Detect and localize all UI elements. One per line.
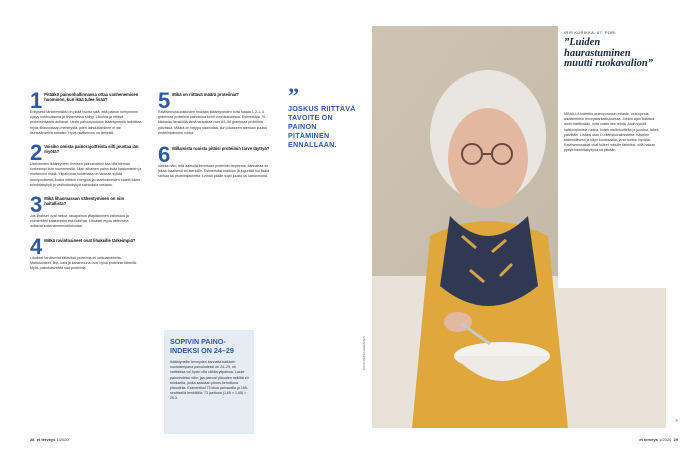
quote-mark-icon: ” xyxy=(288,83,299,108)
issue-left: 1/2020 xyxy=(56,437,69,442)
footer-right xyxy=(639,437,678,442)
magazine-name-left: et terveys xyxy=(36,437,56,442)
section-number: 3 xyxy=(30,192,43,218)
section-title: Millaisista ruoista pitäisi proteiinin tarve täyttyä? xyxy=(172,146,270,152)
section-5 xyxy=(158,88,274,136)
info-box-title: SOPIVIN PAINO-INDEKSI ON 24–29 xyxy=(170,337,234,355)
section-number: 5 xyxy=(158,88,171,113)
section-title: Pitääkö painonhallinnassa ottaa vanhenemisen huomioon, kun ikää tulee lisää? xyxy=(44,92,139,103)
page-number-left: 28 xyxy=(30,437,35,442)
page-number-right: 29 xyxy=(673,437,678,442)
issue-right: 1/2020 xyxy=(659,437,672,442)
testimonial-panel xyxy=(558,26,666,288)
section-body: Lihakset tarvitsevat riittävästi proteiinia eli valkuaisaineita. Maitotuotteet, liha, kala ja kananmuna ovat hyviä proteiinin lähteitä. Myös palkokasveista saa proteiinia. xyxy=(30,255,137,271)
testimonial-person: IRIS KURIKKA, 67, PORI xyxy=(564,30,616,35)
section-2 xyxy=(30,140,142,188)
section-number: 1 xyxy=(30,88,43,113)
section-number: 6 xyxy=(158,142,171,168)
section-3 xyxy=(30,192,142,230)
section-body: Ravitsemussuositusten mukaan ikääntyneiden tulisi saada 1,2–1,4 grammaa proteiinia painokiloa kohti vuorokaudessa. Esimerkiksi 70-kiloisella henkilöllä tämä tarkoittaa noin 84–98 grammaa proteiinia päivässä. Määrä on helppo saavuttaa, kun jokaiseen ateriaan kuuluu proteiinipitoinen ruoka. xyxy=(158,110,268,135)
column-middle xyxy=(158,88,274,180)
testimonial-quote: ”Luiden haurastuminen muutti ruokavalion” xyxy=(564,37,653,69)
next-page-arrow-icon: » xyxy=(675,418,678,424)
section-4 xyxy=(30,233,142,272)
section-6 xyxy=(158,142,274,180)
testimonial-body: MINULLA todettiin osteoporoosin esiaste, osteopenia, aikaisemmin terveystarkastuksessa. Jonkin ajan kuluttua aloin miettimään, mitä voisin itse tehdä. Aloin syödä kalsiumpitoisia ruokia, kuten maitotuotteita ja juustoa, lähes päivittäin. Lisäksi otan D-vitamiinivalmistetta. Kävelen säännöllisesti ja käyn kuntosalilla, ja se tuntuu hyvältä. Ravitsemusasiat ovat tulleet minulle tärkeiksi, sillä haluan pysyä toimintakykyisenä pitkään. xyxy=(564,112,659,153)
footer-left xyxy=(30,437,69,442)
info-box xyxy=(164,330,254,434)
magazine-name-right: et terveys xyxy=(639,437,658,442)
section-title: Mikä on riittävä määrä proteiinia? xyxy=(172,92,239,97)
pull-quote: JOSKUS RIITTÄVÄ TAVOITE ON PAINON PITÄMINEN ENNALLAAN. xyxy=(288,104,356,149)
section-body: Jos lihakset ovat heikot, tasapainon ylläpitäminen vaikeutuu ja esimerkiksi kaatumisen riski kasvaa. Lihakset myös aktiivisina auttavat sokeriaineenvaihduntaa. xyxy=(30,214,129,229)
section-body: Erityisesti tärkeimmäksi on pitää huolta siitä, että painon kertyminen pysyy kohtuullisena ja lihasmassa säilyy. Liikunta ja riittävä proteiininsaanti auttavat. Usein painonpudotus ikääntyneellä tarkoittaa myös lihasmassan menetystä, joten laihduttaminen ei ole itsestäänselvä ratkaisu. Hyvä ravitsemus on tärkeää. xyxy=(30,110,142,135)
info-box-body: Ikääntyneille terveyden kannalta kaikkein suotuisimpana painoindeksi on 24–29, eli varttaissa voi hyvin olla vähän ylipainoa. Laske painoindeksi näin: jaa painosi pituuden neliöllä eli tuloksella, jonka saadaan pituus kerrottuna pituudella. Esimerkiksi 73 kiloa painavalla ja 165-senttisellä henkilöllä: 73 jaettuna (1,65 × 1,65) = 26,3. xyxy=(170,360,249,401)
photo-credit: KUVA PEKKA KERÄNEN xyxy=(362,336,366,370)
section-title: Mikä lihasmassan vähentyminen on niin haitallista? xyxy=(44,196,125,207)
section-body: Vaikka näin, että aamulla kerrotaan proteiinin tarpeesta, kannattaa se jakaa tasaisesti eri aterioille. Esimerkiksi maitoon ja jugurttiin voi lisätä rahkaa tai proteiinijauhetta. Leivän päälle sopii juusto tai kananmuna. xyxy=(158,164,270,179)
section-title: Mitkä ravintoaineet ovat lihaksille tärkeimpiä? xyxy=(44,237,136,243)
section-1 xyxy=(30,88,142,136)
section-number: 2 xyxy=(30,140,43,166)
section-body: Useimmiten ikääntyneen ihmisen painoindeksi saa olla hieman korkeampi kuin nuoremmilla. Liian alhainen paino lisää kaatumisten ja murtumien riskiä. Ylipainosta huolimatta on tärkeää syödä monipuolisesti, koska riittävä energian ja ravintoaineiden saanti tukee toimintakykyä ja vastustuskykyä sairauksia vastaan. xyxy=(30,162,142,187)
column-left xyxy=(30,88,142,271)
section-number: 4 xyxy=(30,233,43,259)
section-title: Voisiko omista painorajoitteista silti joustaa iän myötä? xyxy=(44,144,139,155)
